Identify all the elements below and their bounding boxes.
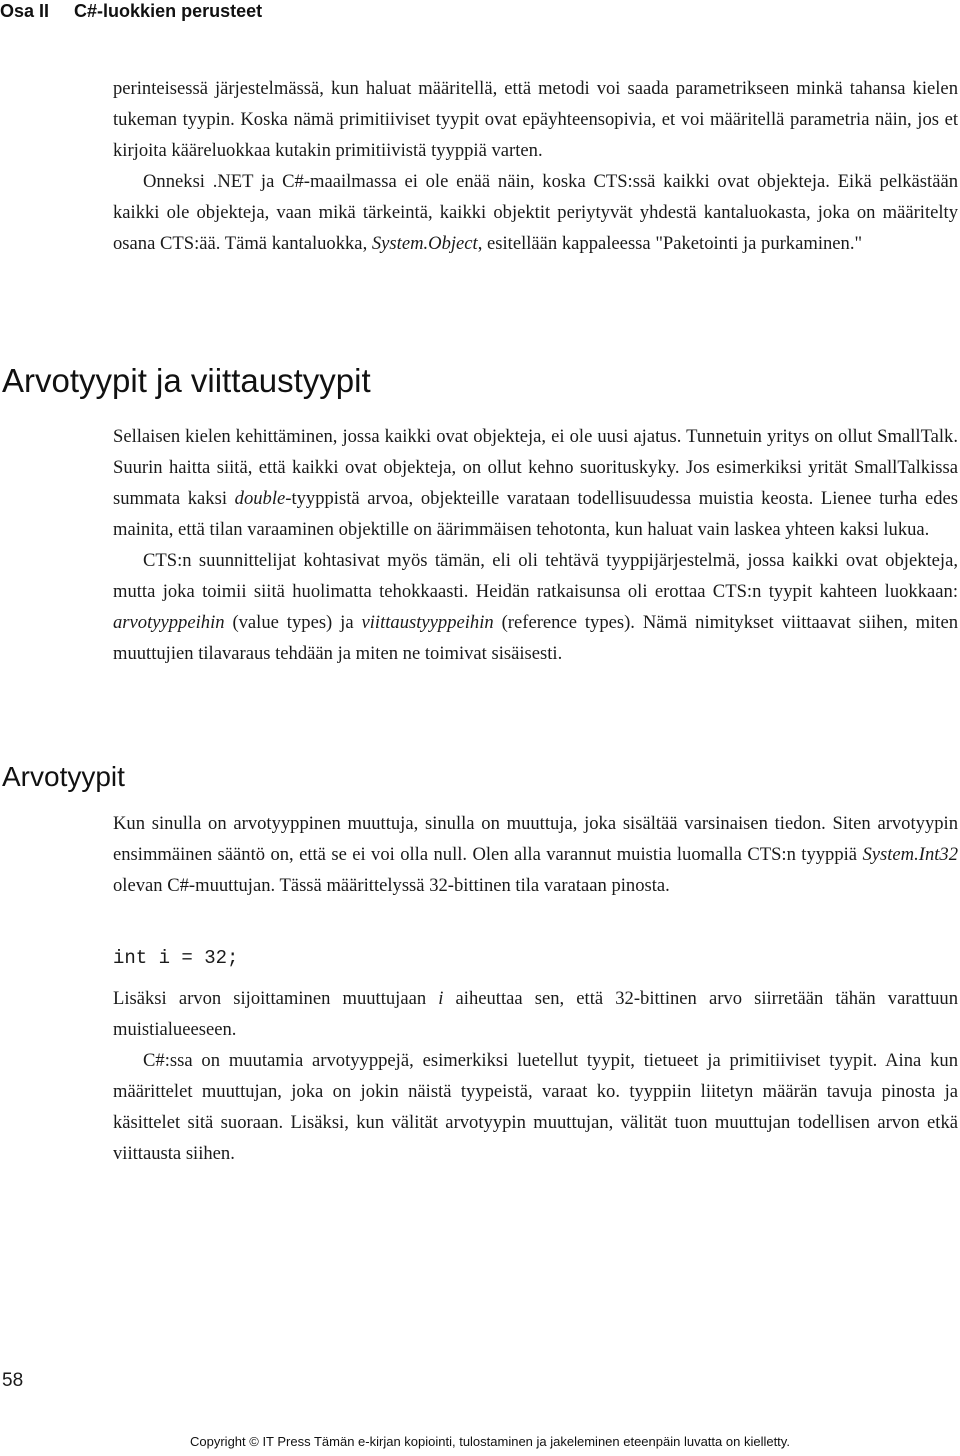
text-run: Kun sinulla on arvotyyppinen muuttuja, sinulla on muuttuja, joka sisältää varsinaisen tiedon. Siten arvotyypin ensimmäinen sääntö on, että se ei voi olla null. Olen alla varannut muistia luomalla CTS:n tyyppiä [113, 813, 958, 865]
chapter-title: C#-luokkien perusteet [74, 1, 263, 21]
emphasis-variable-i: i [438, 988, 444, 1009]
copyright-footer: Copyright © IT Press Tämän e-kirjan kopiointi, tulostaminen ja jakeleminen eteenpäin luvatta on kielletty. [190, 1434, 790, 1449]
code-sample: int i = 32; [113, 947, 239, 969]
section2-text-a [113, 808, 958, 901]
emphasis-reference-types: viittaustyyppeihin [361, 612, 494, 633]
intro-paragraph-1: perinteisessä järjestelmässä, kun haluat määritellä, että metodi voi saada parametrikseen minkä tahansa kielen tukeman tyypin. Koska nämä primitiiviset tyypit ovat epäyhteensopivia, et voi määritellä parametria näin, jos et kirjoita kääreluokkaa kutakin primitiivistä tyyppiä varten. [113, 78, 958, 161]
emphasis-system-object: System.Object [371, 233, 478, 254]
running-header [0, 0, 262, 22]
emphasis-value-types: arvotyyppeihin [113, 612, 225, 633]
text-run: Onneksi .NET ja C#-maailmassa ei ole enää näin, koska CTS:ssä kaikki ovat objekteja. Eikä pelkästään kaikki ole objekteja, vaan mikä tärkeintä, kaikki objektit periytyvät yhdestä kantaluokasta, joka on määritelty osana CTS:ää. Tämä kantaluokka, [113, 171, 958, 254]
emphasis-double: double [234, 488, 286, 509]
subsection-heading-value-types: Arvotyypit [2, 761, 125, 792]
text-run: , esitellään kappaleessa "Paketointi ja purkaminen." [477, 233, 863, 254]
text-run: olevan C#-muuttujan. Tässä määrittelyssä 32-bittinen tila varataan pinosta. [113, 875, 670, 896]
section1-text [113, 421, 958, 669]
section2-paragraph-3: C#:ssa on muutamia arvotyyppejä, esimerkiksi luetellut tyypit, tietueet ja primitiiviset tyypit. Aina kun määrittelet muuttujan, joka on jokin näistä tyypeistä, varaat ko. tyyppiin liitetyn määrän tavuja pinosta ja käsittelet sitä suoraan. Lisäksi, kun välität arvotyypin muuttujan, välität tuon muuttujan todellisen arvon etkä viittausta siihen. [113, 1050, 958, 1164]
section2-paragraph-2 [113, 983, 958, 1045]
text-run: (value types) ja [224, 612, 362, 633]
part-label: Osa II [0, 1, 50, 21]
section1-paragraph-1 [113, 421, 958, 545]
emphasis-system-int32: System.Int32 [862, 844, 958, 865]
text-run: -tyyppistä arvoa, objekteille varataan todellisuudessa muistia keosta. Lienee turha edes mainita, että tilan varaaminen objektille on äärimmäisen tehotonta, kun haluat vain laskea yhteen kaksi lukua. [113, 488, 958, 540]
text-run: (reference types). Nämä nimitykset viittaavat siihen, miten muuttujien tilavaraus tehdään ja miten ne toimivat sisäisesti. [113, 612, 958, 664]
section-heading-value-reference-types: Arvotyypit ja viittaustyypit [2, 362, 371, 399]
intro-paragraph-2 [113, 166, 958, 259]
text-run: CTS:n suunnittelijat kohtasivat myös tämän, eli oli tehtävä tyyppijärjestelmä, jossa kaikki ovat objekteja, mutta joka toimii siitä huolimatta tehokkaasti. Heidän ratkaisunsa oli erottaa CTS:n tyypit kahteen luokkaan: [113, 550, 958, 602]
section1-paragraph-2 [113, 545, 958, 669]
section2-paragraph-1 [113, 808, 958, 901]
intro-text [113, 73, 958, 259]
text-run: Lisäksi arvon sijoittaminen muuttujaan [113, 988, 439, 1009]
section2-text-b [113, 983, 958, 1169]
text-run: aiheuttaa sen, että 32-bittinen arvo siirretään tähän varattuun muistialueeseen. [113, 988, 958, 1040]
text-run: Sellaisen kielen kehittäminen, jossa kaikki ovat objekteja, ei ole uusi ajatus. Tunnetuin yritys on ollut SmallTalk. Suurin haitta siitä, että kaikki ovat objekteja, on ollut kehno suorituskyky. Jos esimerkiksi yrität SmallTalkissa summata kaksi [113, 426, 958, 509]
page-number: 58 [2, 1370, 24, 1391]
